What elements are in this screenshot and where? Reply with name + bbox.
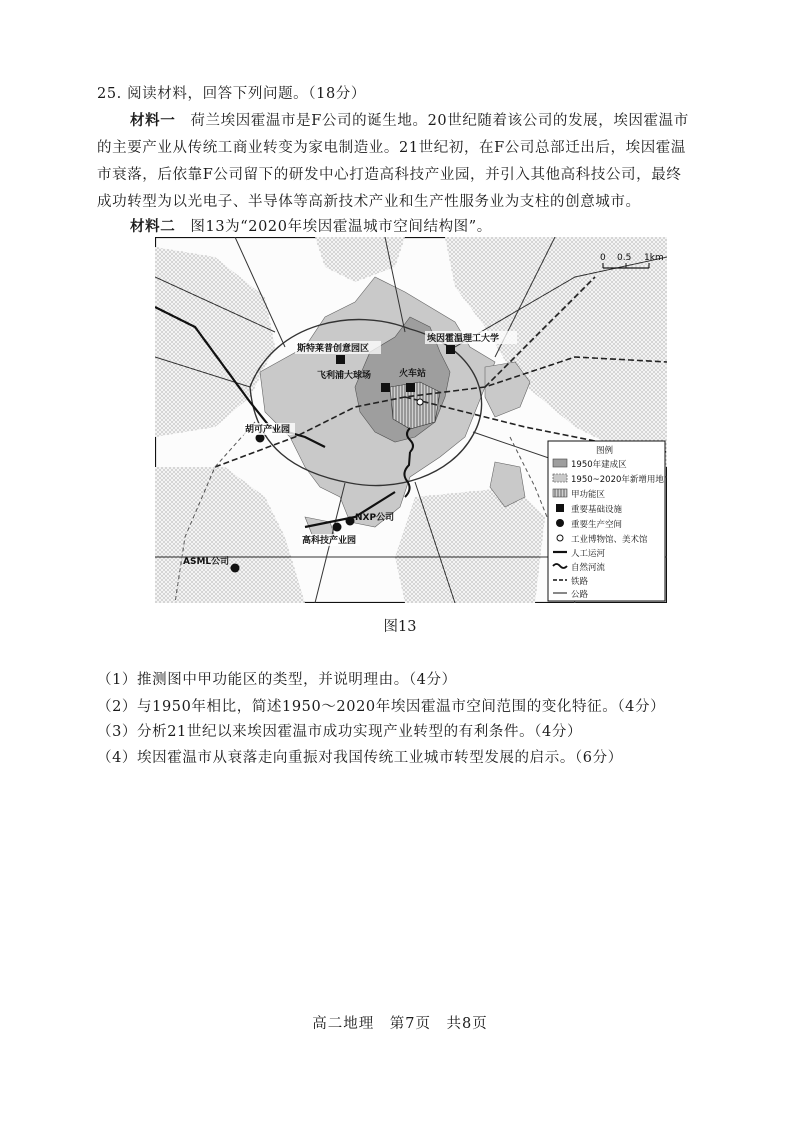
label-nxp: NXP公司 bbox=[355, 513, 395, 523]
material-2-line bbox=[130, 215, 492, 236]
legend-item-railway: 铁路 bbox=[571, 577, 589, 587]
legend-item-road: 公路 bbox=[571, 590, 589, 600]
material-2-text: 图13为“2020年埃因霍温城市空间结构图”。 bbox=[190, 219, 492, 235]
label-hightech: 高科技产业园 bbox=[302, 536, 357, 546]
stadium-marker bbox=[381, 383, 390, 392]
label-tue: 埃因霍温理工大学 bbox=[427, 334, 500, 344]
material-1-first-line bbox=[130, 109, 689, 130]
legend-item-canal: 人工运河 bbox=[571, 549, 606, 559]
label-asml: ASML公司 bbox=[183, 557, 230, 567]
material-2-label: 材料二 bbox=[130, 218, 176, 235]
sub-question-1: （1）推测图中甲功能区的类型，并说明理由。（4分） bbox=[97, 672, 457, 688]
legend-item-1950: 1950年建成区 bbox=[571, 460, 627, 470]
asml-marker bbox=[231, 564, 240, 573]
legend-item-infrastructure: 重要基础设施 bbox=[571, 505, 623, 515]
city-structure-map bbox=[155, 237, 667, 603]
sub-question-4: （4）埃因霍温市从衰落走向重振对我国传统工业城市转型发展的启示。（6分） bbox=[97, 750, 623, 766]
label-strijp: 斯特莱普创意园区 bbox=[297, 344, 370, 354]
nxp-marker bbox=[346, 517, 355, 526]
strijp-marker bbox=[336, 355, 345, 364]
scale-label-0: 0 bbox=[600, 253, 606, 263]
figure-caption: 图13 bbox=[383, 619, 417, 635]
material-1-text-1: 荷兰埃因霍温市是F公司的诞生地。20世纪随着该公司的发展，埃因霍温市 bbox=[190, 113, 689, 129]
legend-item-zone-jia: 甲功能区 bbox=[571, 490, 606, 500]
legend-item-river: 自然河流 bbox=[571, 563, 606, 573]
material-1-text-3: 市衰落，后依靠F公司留下的研发中心打造高科技产业园，并引入其他高科技公司，最终 bbox=[97, 167, 682, 183]
hightech-marker bbox=[333, 523, 342, 532]
material-1-label: 材料一 bbox=[130, 112, 176, 129]
material-1-text-4: 成功转型为以光电子、半导体等高新技术产业和生产性服务业为支柱的创意城市。 bbox=[97, 194, 641, 210]
material-1-text-2: 的主要产业从传统工商业转变为家电制造业。21世纪初，在F公司总部迁出后，埃因霍温 bbox=[97, 140, 687, 156]
label-station: 火车站 bbox=[399, 369, 427, 379]
tue-marker bbox=[446, 345, 455, 354]
page-footer: 高二地理 第7页 共8页 bbox=[312, 1016, 488, 1032]
question-heading: 25. 阅读材料，回答下列问题。（18分） bbox=[97, 86, 366, 102]
museum-marker bbox=[417, 399, 423, 405]
legend-title: 图例 bbox=[596, 446, 614, 456]
scale-label-1km: 1km bbox=[644, 253, 664, 263]
sub-question-3: （3）分析21世纪以来埃因霍温市成功实现产业转型的有利条件。（4分） bbox=[97, 724, 583, 740]
legend-item-new-land: 1950~2020年新增用地 bbox=[571, 475, 664, 485]
sub-question-2: （2）与1950年相比，简述1950～2020年埃因霍温市空间范围的变化特征。（4分） bbox=[97, 699, 666, 715]
label-stadium: 飞利浦大球场 bbox=[317, 371, 372, 381]
label-hurk: 胡可产业园 bbox=[245, 425, 291, 435]
station-marker bbox=[406, 383, 415, 392]
legend-item-museum: 工业博物馆、美术馆 bbox=[571, 535, 648, 545]
map-legend bbox=[548, 441, 665, 601]
scale-label-half: 0.5 bbox=[617, 253, 632, 263]
legend-item-production: 重要生产空间 bbox=[571, 520, 623, 530]
